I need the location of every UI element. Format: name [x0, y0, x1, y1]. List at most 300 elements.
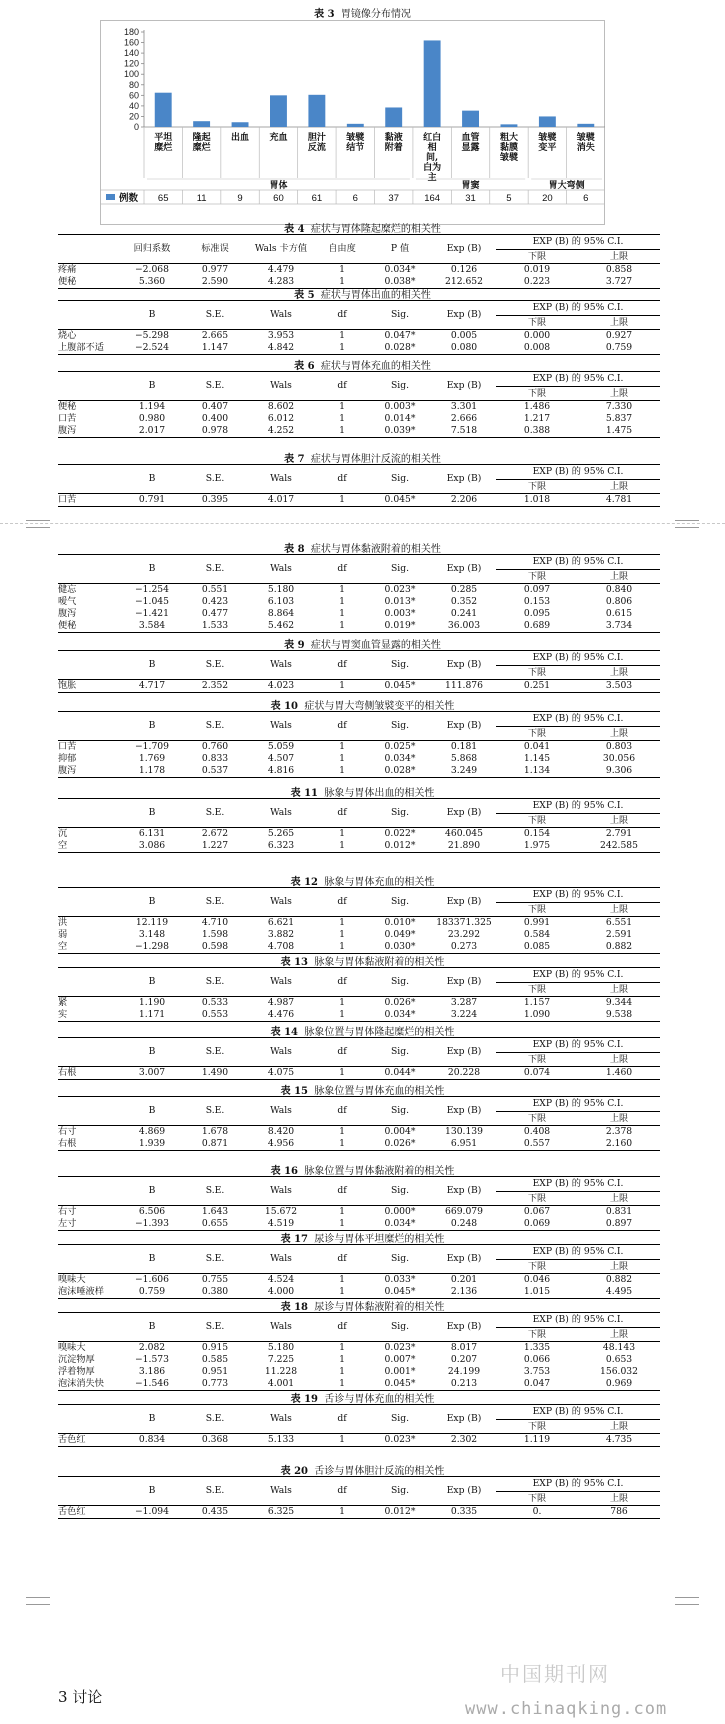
- cell-b: 4.717: [120, 680, 184, 693]
- cell-se: 0.380: [184, 1286, 246, 1299]
- ci-header: EXP (B) 的 95% C.I.: [496, 555, 660, 570]
- cell-exp: 212.652: [432, 276, 496, 289]
- row-label: 嗅味大: [58, 1274, 86, 1285]
- ci-header: EXP (B) 的 95% C.I.: [496, 651, 660, 666]
- ci-header: EXP (B) 的 95% C.I.: [496, 1477, 660, 1492]
- category-label: 显露: [461, 143, 480, 153]
- cell-sig: 0.012*: [368, 1506, 432, 1519]
- category-label: 出血: [231, 133, 250, 143]
- column-header: Exp (B): [432, 1177, 496, 1206]
- column-header: Sig.: [368, 651, 432, 680]
- table-row: [58, 413, 660, 425]
- cell-se: 0.537: [184, 765, 246, 778]
- column-header: Exp (B): [432, 1097, 496, 1126]
- cell-high: 2.378: [605, 1126, 633, 1137]
- ci-upper-header: 上限: [578, 1053, 660, 1067]
- cell-sig: 0.004*: [384, 1126, 416, 1137]
- bar-黏液附着: [385, 107, 402, 127]
- cell-exp: 0.005: [450, 330, 478, 341]
- column-header: S.E.: [184, 301, 246, 330]
- cell-df: 1: [339, 608, 345, 619]
- cell-sig: 0.047*: [384, 330, 416, 341]
- cell-sig: 0.001*: [384, 1366, 416, 1377]
- cell-se: 0.368: [184, 1434, 246, 1447]
- column-header: df: [316, 1405, 368, 1434]
- cell-se: 0.871: [184, 1138, 246, 1151]
- column-header: Sig.: [368, 372, 432, 401]
- table-row: [58, 941, 660, 954]
- cell-exp: 20.228: [432, 1067, 496, 1080]
- y-tick-label: 160: [123, 37, 139, 48]
- column-header: P 值: [368, 235, 432, 264]
- cell-exp: 2.302: [432, 1434, 496, 1447]
- cell-df: 1: [339, 596, 345, 607]
- cell-sig: 0.023*: [384, 1342, 416, 1353]
- ci-upper-header: 上限: [578, 1112, 660, 1126]
- cell-low: 0.008: [496, 342, 578, 355]
- column-header: df: [316, 465, 368, 494]
- row-label: 舌色红: [58, 1434, 120, 1447]
- cell-sig: 0.007*: [384, 1354, 416, 1365]
- cell-sig: 0.010*: [384, 917, 416, 928]
- cell-b: 3.186: [138, 1366, 166, 1377]
- regression-table: [58, 711, 660, 778]
- regression-table: [58, 1312, 660, 1391]
- bar-血管显露: [462, 111, 479, 127]
- group-label: 胃体: [269, 181, 288, 191]
- column-header: df: [316, 888, 368, 917]
- cell-low: 1.015: [496, 1286, 578, 1299]
- cell-b: 1.178: [120, 765, 184, 778]
- table-row: [58, 425, 660, 438]
- bar-皱襞消失: [577, 124, 594, 127]
- cell-df: 1: [339, 1206, 345, 1217]
- legend-label: 例数: [119, 193, 139, 204]
- table-row: [58, 680, 660, 693]
- cell-b: 0.834: [120, 1434, 184, 1447]
- row-label: 右寸: [58, 1206, 77, 1217]
- bar-chart: [100, 20, 605, 225]
- ci-header: EXP (B) 的 95% C.I.: [496, 1405, 660, 1420]
- cell-low: 0.154: [523, 828, 551, 839]
- cell-wals: 4.479: [267, 264, 295, 275]
- ci-lower-header: 下限: [496, 387, 578, 401]
- cell-low: 1.090: [496, 1009, 578, 1022]
- column-header: df: [316, 372, 368, 401]
- table-row: [58, 1218, 660, 1231]
- bar-充血: [270, 95, 287, 127]
- cell-high: 0.882: [605, 1274, 633, 1285]
- column-header: df: [316, 1038, 368, 1067]
- cell-low: 0.069: [496, 1218, 578, 1231]
- regression-table: [58, 464, 660, 507]
- cell-df: 1: [316, 680, 368, 693]
- cell-exp: 0.207: [450, 1354, 478, 1365]
- column-header: B: [120, 712, 184, 741]
- cell-wals: 4.507: [267, 753, 295, 764]
- ci-header: EXP (B) 的 95% C.I.: [496, 1245, 660, 1260]
- cell-sig: 0.045*: [368, 1378, 432, 1391]
- regression-table: [58, 1476, 660, 1519]
- category-label: 平坦: [154, 133, 173, 143]
- row-label: 实: [58, 1009, 120, 1022]
- cell-wals: 4.017: [246, 494, 316, 507]
- cell-b: −2.068: [134, 264, 169, 275]
- row-label: 健忘: [58, 584, 77, 595]
- row-label: 沉: [58, 828, 68, 839]
- ci-upper-header: 上限: [578, 1420, 660, 1434]
- cell-wals: 4.001: [246, 1378, 316, 1391]
- cell-exp: 23.292: [447, 929, 481, 940]
- table-caption: 表 16 脉象位置与胃体黏液附着的相关性: [270, 1166, 455, 1177]
- value-label: 5: [506, 193, 512, 204]
- column-header: Exp (B): [432, 1405, 496, 1434]
- cell-sig: 0.003*: [384, 401, 416, 412]
- cell-df: 1: [339, 330, 345, 341]
- column-header: Wals: [246, 888, 316, 917]
- ci-lower-header: 下限: [496, 250, 578, 264]
- column-header: B: [120, 1177, 184, 1206]
- ci-upper-header: 上限: [578, 480, 660, 494]
- table-caption: 表 12 脉象与胃体充血的相关性: [290, 877, 435, 888]
- cell-se: 0.533: [201, 997, 229, 1008]
- cell-sig: 0.045*: [368, 494, 432, 507]
- category-label: 相: [427, 143, 437, 153]
- column-header: Wals: [246, 465, 316, 494]
- cell-se: 0.551: [201, 584, 229, 595]
- regression-table: [58, 1037, 660, 1080]
- row-label: 空: [58, 840, 120, 853]
- row-label: 口苦: [58, 413, 77, 424]
- cell-high: 5.837: [605, 413, 633, 424]
- ci-header: EXP (B) 的 95% C.I.: [496, 1097, 660, 1112]
- cell-exp: 6.951: [432, 1138, 496, 1151]
- cell-exp: 3.249: [432, 765, 496, 778]
- cell-se: 1.678: [201, 1126, 229, 1137]
- cell-sig: 0.000*: [384, 1206, 416, 1217]
- category-label: 消失: [576, 143, 595, 153]
- table-row: [58, 584, 660, 597]
- column-header: Wals: [246, 1177, 316, 1206]
- category-label: 结节: [346, 143, 365, 153]
- column-header: Exp (B): [432, 1245, 496, 1274]
- cell-se: 2.672: [201, 828, 229, 839]
- row-label: 弱: [58, 929, 68, 940]
- cell-wals: 8.602: [267, 401, 295, 412]
- page-break: [0, 523, 725, 524]
- y-tick-label: 60: [128, 90, 139, 101]
- group-label: 胃大弯侧: [548, 181, 585, 191]
- table-caption: 表 14 脉象位置与胃体隆起糜烂的相关性: [270, 1027, 455, 1038]
- cell-low: 0.251: [496, 680, 578, 693]
- cell-sig: 0.022*: [384, 828, 416, 839]
- cell-b: 3.584: [120, 620, 184, 633]
- cell-wals: 6.621: [267, 917, 295, 928]
- cell-df: 1: [316, 765, 368, 778]
- table-row: [58, 1434, 660, 1447]
- bar-红白相间,白为主: [424, 40, 441, 127]
- table-row: [58, 608, 660, 620]
- cell-df: 1: [339, 584, 345, 595]
- cell-df: 1: [316, 1506, 368, 1519]
- cell-exp: 0.241: [450, 608, 478, 619]
- row-label: 左寸: [58, 1218, 120, 1231]
- table-caption: 表 13 脉象与胃体黏液附着的相关性: [280, 957, 445, 968]
- table-caption: 表 15 脉象位置与胃体充血的相关性: [280, 1086, 445, 1097]
- row-label: 抑郁: [58, 753, 77, 764]
- column-header: Exp (B): [432, 372, 496, 401]
- cell-b: 2.017: [120, 425, 184, 438]
- table-caption: 表 10 症状与胃大弯侧皱襞变平的相关性: [270, 701, 455, 712]
- column-header: df: [316, 555, 368, 584]
- category-label: 充血: [269, 133, 288, 143]
- cell-low: 0.019: [523, 264, 551, 275]
- table-row: [58, 342, 660, 355]
- category-label: 红白: [423, 133, 442, 143]
- column-header: Exp (B): [432, 968, 496, 997]
- cell-df: 1: [339, 917, 345, 928]
- cell-se: 0.477: [201, 608, 229, 619]
- table-caption: 表 9 症状与胃窦血管显露的相关性: [284, 640, 441, 651]
- table-caption: 表 5 症状与胃体出血的相关性: [294, 290, 431, 301]
- y-tick-label: 120: [123, 58, 139, 69]
- column-header: df: [316, 1313, 368, 1342]
- cell-low: 0.041: [523, 741, 551, 752]
- column-header: Wals: [246, 1477, 316, 1506]
- category-label: 皱襞: [538, 133, 557, 143]
- cell-b: 1.171: [120, 1009, 184, 1022]
- cell-exp: 36.003: [432, 620, 496, 633]
- category-label: 附着: [384, 143, 403, 153]
- regression-table: [58, 1176, 660, 1231]
- cell-low: 1.134: [496, 765, 578, 778]
- ci-lower-header: 下限: [496, 666, 578, 680]
- table-3-caption: 表 3 胃镜像分布情况: [314, 9, 411, 20]
- column-header: Wals: [246, 372, 316, 401]
- cell-se: 1.490: [184, 1067, 246, 1080]
- cell-high: 786: [578, 1506, 660, 1519]
- cell-low: 0.388: [496, 425, 578, 438]
- cell-exp: 7.518: [432, 425, 496, 438]
- ci-lower-header: 下限: [496, 316, 578, 330]
- cell-df: 1: [316, 425, 368, 438]
- group-label: 胃窦: [461, 181, 480, 191]
- row-label: 便秘: [58, 620, 120, 633]
- column-header: Sig.: [368, 1038, 432, 1067]
- table-row: [58, 330, 660, 343]
- column-header: S.E.: [184, 888, 246, 917]
- cell-low: 0.991: [523, 917, 551, 928]
- table-row: [58, 1126, 660, 1139]
- table-caption: 表 18 尿诊与胃体黏液附着的相关性: [280, 1302, 445, 1313]
- bar-隆起糜烂: [193, 121, 210, 127]
- table-row: [58, 1366, 660, 1378]
- cell-high: 4.495: [578, 1286, 660, 1299]
- cell-exp: 0.335: [432, 1506, 496, 1519]
- cell-exp: 3.287: [450, 997, 478, 1008]
- cell-sig: 0.014*: [384, 413, 416, 424]
- row-label: 疼痛: [58, 264, 77, 275]
- cell-df: 1: [339, 997, 345, 1008]
- ci-upper-header: 上限: [578, 903, 660, 917]
- cell-low: 0.000: [523, 330, 551, 341]
- column-header: S.E.: [184, 968, 246, 997]
- table-caption: 表 11 脉象与胃体出血的相关性: [290, 788, 435, 799]
- cell-wals: 4.519: [246, 1218, 316, 1231]
- column-header: Wals: [246, 799, 316, 828]
- cell-wals: 4.075: [246, 1067, 316, 1080]
- cell-high: 0.897: [578, 1218, 660, 1231]
- cell-exp: 3.224: [432, 1009, 496, 1022]
- table-row: [58, 840, 660, 853]
- column-header: df: [316, 1477, 368, 1506]
- table-row: [58, 494, 660, 507]
- value-label: 9: [237, 193, 243, 204]
- category-label: 黏膜: [499, 143, 518, 153]
- column-header: B: [120, 301, 184, 330]
- cell-sig: 0.023*: [384, 584, 416, 595]
- cell-low: 1.975: [496, 840, 578, 853]
- cell-se: 0.915: [201, 1342, 229, 1353]
- cell-sig: 0.013*: [384, 596, 416, 607]
- cell-se: 0.400: [201, 413, 229, 424]
- cell-wals: 4.842: [246, 342, 316, 355]
- row-label: 便秘: [58, 401, 77, 412]
- cell-low: 0.223: [496, 276, 578, 289]
- regression-table: [58, 554, 660, 633]
- cell-wals: 8.420: [267, 1126, 295, 1137]
- cell-df: 1: [316, 620, 368, 633]
- cell-exp: 0.213: [432, 1378, 496, 1391]
- column-header: Wals 卡方值: [246, 235, 316, 264]
- cell-low: 0.067: [523, 1206, 551, 1217]
- column-header: B: [120, 372, 184, 401]
- cell-wals: 4.987: [267, 997, 295, 1008]
- column-header: Sig.: [368, 465, 432, 494]
- cell-wals: 4.283: [246, 276, 316, 289]
- table-row: [58, 1138, 660, 1151]
- ci-header: EXP (B) 的 95% C.I.: [496, 799, 660, 814]
- ci-lower-header: 下限: [496, 1192, 578, 1206]
- category-label: 白为: [423, 163, 442, 173]
- ci-lower-header: 下限: [496, 1328, 578, 1342]
- column-header: S.E.: [184, 1405, 246, 1434]
- cell-wals: 4.956: [246, 1138, 316, 1151]
- cell-exp: 0.201: [450, 1274, 478, 1285]
- y-tick-label: 80: [128, 79, 139, 90]
- y-tick-label: 100: [123, 69, 139, 80]
- cell-wals: 7.225: [267, 1354, 295, 1365]
- column-header: Wals: [246, 1038, 316, 1067]
- ci-upper-header: 上限: [578, 1192, 660, 1206]
- column-header: Exp (B): [432, 712, 496, 741]
- row-label: 舌色红: [58, 1506, 120, 1519]
- y-tick-label: 0: [133, 122, 139, 132]
- regression-table: [58, 967, 660, 1022]
- cell-low: 1.119: [496, 1434, 578, 1447]
- cell-exp: 0.080: [432, 342, 496, 355]
- table-row: [58, 1009, 660, 1022]
- row-label: 沉淀物厚: [58, 1354, 95, 1365]
- cell-low: 0.: [496, 1506, 578, 1519]
- bar-胆汁反流: [308, 95, 325, 127]
- cell-exp: 130.139: [445, 1126, 483, 1137]
- cell-se: 1.147: [184, 342, 246, 355]
- cell-se: 0.423: [201, 596, 229, 607]
- column-header: df: [316, 1245, 368, 1274]
- cell-exp: 0.352: [450, 596, 478, 607]
- cell-low: 0.047: [496, 1378, 578, 1391]
- value-label: 6: [352, 193, 358, 204]
- cell-sig: 0.034*: [384, 264, 416, 275]
- cell-high: 4.735: [578, 1434, 660, 1447]
- row-label: 腹泻: [58, 765, 120, 778]
- cell-low: 3.753: [523, 1366, 551, 1377]
- column-header: df: [316, 712, 368, 741]
- cell-sig: 0.045*: [368, 680, 432, 693]
- column-header: Sig.: [368, 968, 432, 997]
- y-tick-label: 40: [128, 100, 139, 111]
- cell-high: 9.538: [578, 1009, 660, 1022]
- column-header: S.E.: [184, 1245, 246, 1274]
- cell-wals: 3.953: [267, 330, 295, 341]
- cell-df: 1: [316, 1009, 368, 1022]
- cell-se: 2.665: [201, 330, 229, 341]
- cell-b: 1.939: [120, 1138, 184, 1151]
- cell-df: 1: [316, 276, 368, 289]
- cell-wals: 6.103: [267, 596, 295, 607]
- cell-high: 0.653: [605, 1354, 633, 1365]
- category-label: 反流: [307, 143, 326, 153]
- row-label: 空: [58, 941, 120, 954]
- cell-high: 0.858: [605, 264, 633, 275]
- column-header: Sig.: [368, 1097, 432, 1126]
- column-header: 回归系数: [120, 235, 184, 264]
- column-header: S.E.: [184, 651, 246, 680]
- cell-high: 156.032: [600, 1366, 638, 1377]
- category-label: 血管: [461, 133, 480, 143]
- cell-b: −1.254: [134, 584, 169, 595]
- cell-se: 0.407: [201, 401, 229, 412]
- cell-sig: 0.049*: [384, 929, 416, 940]
- row-label: 口苦: [58, 741, 77, 752]
- column-header: Wals: [246, 968, 316, 997]
- bar-皱襞结节: [347, 124, 364, 127]
- row-label: 洪: [58, 917, 68, 928]
- ci-lower-header: 下限: [496, 903, 578, 917]
- ci-upper-header: 上限: [578, 814, 660, 828]
- cell-b: 3.148: [138, 929, 166, 940]
- cell-sig: 0.044*: [368, 1067, 432, 1080]
- column-header: Wals: [246, 555, 316, 584]
- cell-high: 3.727: [578, 276, 660, 289]
- cell-df: 1: [339, 1126, 345, 1137]
- cell-high: 0.759: [578, 342, 660, 355]
- cell-exp: 0.273: [432, 941, 496, 954]
- category-label: 糜烂: [154, 143, 173, 153]
- cell-sig: 0.034*: [368, 1009, 432, 1022]
- cell-wals: 8.864: [267, 608, 295, 619]
- cell-df: 1: [339, 1366, 345, 1377]
- cell-wals: 6.012: [267, 413, 295, 424]
- cell-low: 0.066: [523, 1354, 551, 1365]
- cell-high: 3.503: [578, 680, 660, 693]
- cell-low: 0.689: [496, 620, 578, 633]
- cell-wals: 5.059: [267, 741, 295, 752]
- column-header: Exp (B): [432, 465, 496, 494]
- cell-low: 0.085: [496, 941, 578, 954]
- cell-high: 2.160: [578, 1138, 660, 1151]
